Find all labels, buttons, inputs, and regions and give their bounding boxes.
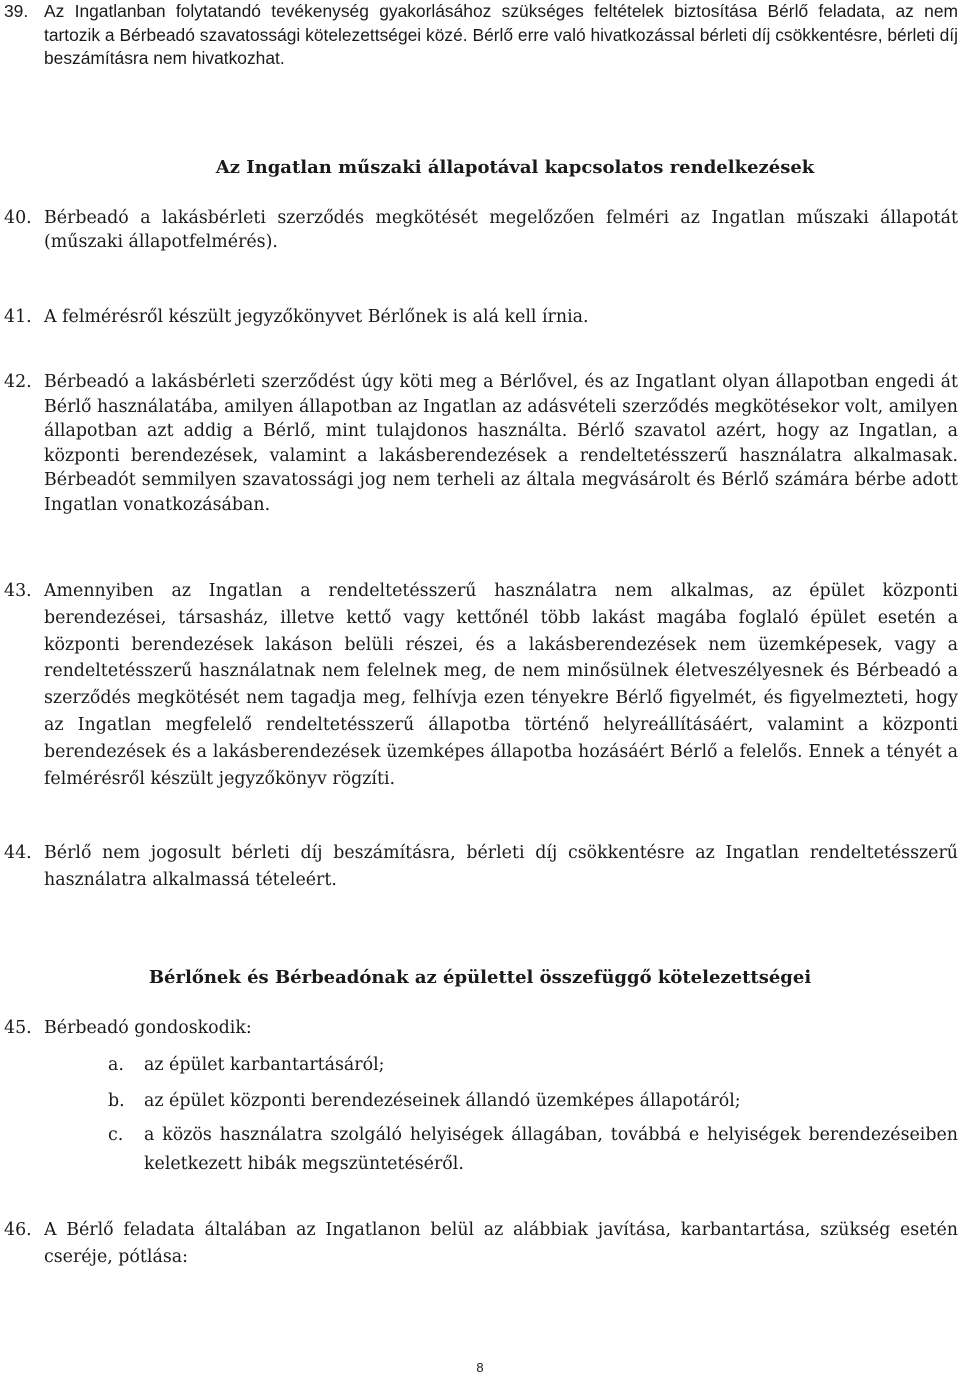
paragraph-number: 44. bbox=[4, 843, 32, 863]
list-letter: a. bbox=[108, 1055, 124, 1075]
paragraph-number: 40. bbox=[4, 208, 32, 228]
list-letter: c. bbox=[108, 1125, 124, 1145]
paragraph-41 bbox=[4, 306, 958, 330]
paragraph-40 bbox=[4, 207, 958, 254]
list-item-c bbox=[108, 1121, 958, 1179]
list-text: a közös használatra szolgáló helyiségek állagában, továbbá e helyiségek berendezéseiben keletkezett hibák megszüntetéséről. bbox=[144, 1125, 958, 1174]
paragraph-text: A felmérésről készült jegyzőkönyvet Bérlőnek is alá kell írnia. bbox=[44, 307, 589, 327]
paragraph-text: Bérbeadó a lakásbérleti szerződés megkötését megelőzően felméri az Ingatlan műszaki állapotát (műszaki állapotfelmérés). bbox=[44, 208, 958, 252]
paragraph-45 bbox=[4, 1017, 958, 1041]
paragraph-number: 41. bbox=[4, 307, 32, 327]
section-heading-obligations: Bérlőnek és Bérbeadónak az épülettel összefüggő kötelezettségei bbox=[148, 967, 812, 988]
paragraph-number: 42. bbox=[4, 372, 32, 392]
paragraph-43 bbox=[4, 578, 958, 792]
paragraph-39 bbox=[4, 0, 958, 71]
page-number: 8 bbox=[476, 1360, 484, 1375]
paragraph-text: Az Ingatlanban folytatandó tevékenység gyakorlásához szükséges feltételek biztosítása Bérlő feladata, az nem tartozik a Bérbeadó szavatossági kötelezettségei közé. Bérlő erre való hivatkozással bérleti díj csökkentésre, bérleti díj beszámításra nem hivatkozhat. bbox=[44, 1, 958, 68]
paragraph-text: A Bérlő feladata általában az Ingatlanon belül az alábbiak javítása, karbantartása, szükség esetén cseréje, pótlása: bbox=[44, 1220, 958, 1267]
paragraph-44 bbox=[4, 840, 958, 894]
paragraph-46 bbox=[4, 1217, 958, 1271]
paragraph-number: 43. bbox=[4, 581, 32, 601]
paragraph-text: Bérlő nem jogosult bérleti díj beszámításra, bérleti díj csökkentésre az Ingatlan rendeltetésszerű használatra alkalmassá tételeért. bbox=[44, 843, 958, 890]
paragraph-text: Bérbeadó gondoskodik: bbox=[44, 1018, 252, 1038]
paragraph-number: 45. bbox=[4, 1018, 32, 1038]
paragraph-42 bbox=[4, 370, 958, 518]
list-item-b bbox=[108, 1087, 958, 1116]
list-item-a bbox=[108, 1051, 958, 1080]
list-letter: b. bbox=[108, 1091, 125, 1111]
section-heading-technical-condition: Az Ingatlan műszaki állapotával kapcsolatos rendelkezések bbox=[215, 157, 815, 178]
paragraph-text: Bérbeadó a lakásbérleti szerződést úgy köti meg a Bérlővel, és az Ingatlant olyan állapotban engedi át Bérlő használatába, amilyen állapotban az Ingatlan az adásvételi szerződés megkötésekor volt, amilyen állapotban azt addig a Bérlő, mint tulajdonos használta. Bérlő szavatol azért, hogy az Ingatlan, a központi berendezések, valamint a lakásberendezések a rendeltetésszerű használatra alkalmasak. Bérbeadót semmilyen szavatossági jog nem terheli az általa megvásárolt és Bérlő számára bérbe adott Ingatlan vonatkozásában. bbox=[44, 372, 958, 515]
paragraph-text: Amennyiben az Ingatlan a rendeltetésszerű használatra nem alkalmas, az épület központi berendezései, társasház, illetve kettő vagy kettőnél több lakást magába foglaló épület esetén a központi berendezések lakáson belüli részei, és a lakásberendezések nem üzemképesek, vagy a rendeltetésszerű használatnak nem felelnek meg, de nem minősülnek életveszélyesnek és Bérbeadó a szerződés megkötését nem tagadja meg, felhívja ezen tényekre Bérlő figyelmét, és figyelmezteti, hogy az Ingatlan megfelelő rendeltetésszerű állapotba történő helyreállításáért, valamint a központi berendezések és a lakásberendezések üzemképes állapotba hozásáért Bérlő a felelős. Ennek a tényét a felmérésről készült jegyzőkönyv rögzíti. bbox=[44, 581, 958, 789]
paragraph-number: 46. bbox=[4, 1220, 32, 1240]
list-text: az épület központi berendezéseinek állandó üzemképes állapotáról; bbox=[144, 1091, 741, 1111]
paragraph-number: 39. bbox=[4, 1, 29, 21]
list-text: az épület karbantartásáról; bbox=[144, 1055, 385, 1075]
